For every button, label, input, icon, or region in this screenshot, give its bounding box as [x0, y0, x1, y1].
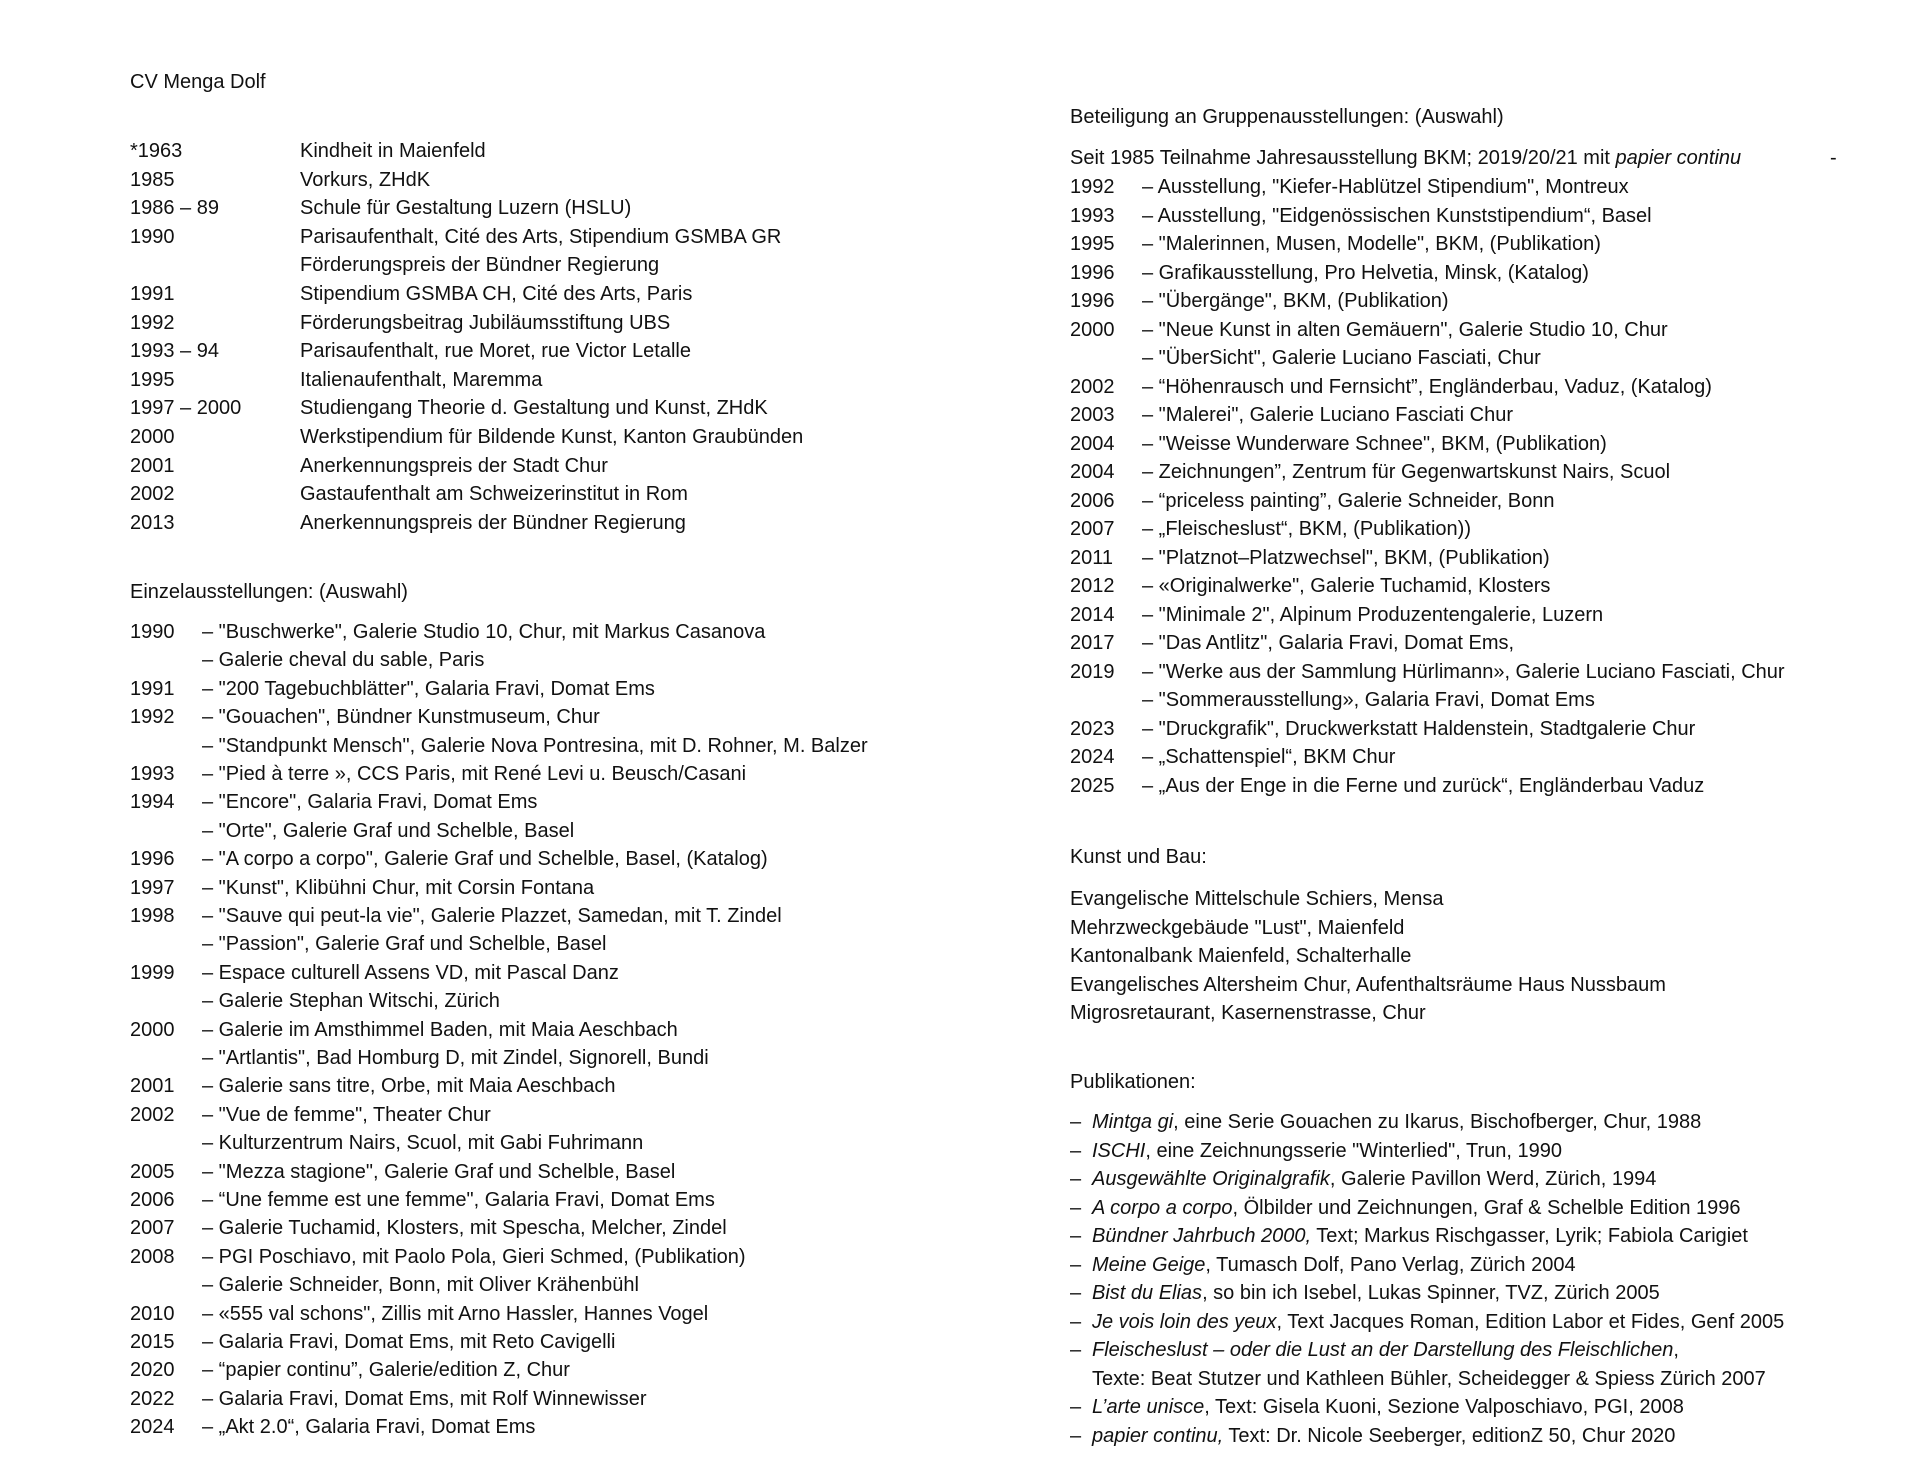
bio-year: 2001 — [130, 454, 175, 477]
solo-year: 1997 — [130, 876, 175, 899]
bio-year: 1985 — [130, 168, 175, 191]
publication-title: Ausgewählte Originalgrafik — [1092, 1168, 1330, 1190]
publication-title: Mintga gi — [1092, 1111, 1174, 1133]
solo-text: – Galerie sans titre, Orbe, mit Maia Aeschbach — [202, 1075, 616, 1098]
solo-text: – Galaria Fravi, Domat Ems, mit Reto Cavigelli — [202, 1331, 616, 1353]
list-item: Mehrzweckgebäude "Lust", Maienfeld — [1070, 916, 1405, 939]
publication-text — [1092, 1224, 1748, 1248]
group-year: 2007 — [1070, 518, 1115, 540]
solo-year: 2015 — [130, 1331, 175, 1353]
bio-year: 1990 — [130, 225, 175, 248]
list-item: Evangelische Mittelschule Schiers, Mensa — [1070, 888, 1444, 910]
group-text: – "Werke aus der Sammlung Hürlimann», Galerie Luciano Fasciati, Chur — [1142, 660, 1785, 683]
bio-year: 1997 – 2000 — [130, 397, 242, 420]
group-year: 1995 — [1070, 233, 1115, 255]
publication-details: Text: Dr. Nicole Seeberger, editionZ 50, Chur 2020 — [1223, 1424, 1676, 1447]
group-intro-end: - — [1830, 147, 1837, 169]
group-text: – “priceless painting”, Galerie Schneider, Bonn — [1142, 489, 1555, 512]
group-text: – „Aus der Enge in die Ferne und zurück“, Engländerbau Vaduz — [1142, 774, 1705, 797]
bio-text: Parisaufenthalt, rue Moret, rue Victor Letalle — [300, 340, 691, 363]
group-text: – „Schattenspiel“, BKM Chur — [1142, 746, 1396, 768]
publication-title: Bündner Jahrbuch 2000, — [1092, 1225, 1312, 1247]
bio-year: *1963 — [130, 140, 183, 162]
publication-details: , eine Serie Gouachen zu Ikarus, Bischofberger, Chur, 1988 — [1173, 1111, 1702, 1133]
solo-year: 1999 — [130, 961, 175, 984]
bio-text: Gastaufenthalt am Schweizerinstitut in Rom — [300, 483, 688, 506]
bio-text: Stipendium GSMBA CH, Cité des Arts, Paris — [300, 283, 693, 305]
solo-year: 2001 — [130, 1075, 175, 1098]
solo-text: – "Vue de femme", Theater Chur — [202, 1103, 491, 1126]
solo-year: 2010 — [130, 1302, 175, 1325]
solo-text: – "Standpunkt Mensch", Galerie Nova Pontresina, mit D. Rohner, M. Balzer — [202, 734, 868, 757]
group-text: – "Übergänge", BKM, (Publikation) — [1142, 290, 1449, 312]
publication-details: , — [1673, 1339, 1679, 1361]
list-item: Evangelisches Altersheim Chur, Aufenthaltsräume Haus Nussbaum — [1070, 973, 1666, 996]
group-year: 2017 — [1070, 632, 1115, 654]
solo-year: 2002 — [130, 1103, 175, 1126]
group-year: 1992 — [1070, 176, 1115, 198]
publication-dash: – — [1070, 1424, 1082, 1447]
group-year: 2014 — [1070, 603, 1115, 626]
solo-year: 2008 — [130, 1245, 175, 1268]
group-year: 2024 — [1070, 746, 1115, 768]
bio-text: Schule für Gestaltung Luzern (HSLU) — [300, 197, 632, 220]
publication-dash: – — [1070, 1111, 1082, 1133]
group-text: – Zeichnungen”, Zentrum für Gegenwartskunst Nairs, Scuol — [1142, 461, 1671, 483]
bio-text: Parisaufenthalt, Cité des Arts, Stipendium GSMBA GR — [300, 225, 782, 248]
group-text: – "Das Antlitz", Galaria Fravi, Domat Ems, — [1142, 632, 1515, 654]
solo-year: 2024 — [130, 1416, 175, 1439]
list-item: Kantonalbank Maienfeld, Schalterhalle — [1070, 945, 1412, 967]
publication-dash: – — [1070, 1339, 1082, 1361]
group-text: – Ausstellung, "Kiefer-Hablützel Stipendium", Montreux — [1142, 176, 1629, 198]
publication-text — [1092, 1110, 1701, 1134]
group-text: – "Platznot–Platzwechsel", BKM, (Publikation) — [1142, 546, 1550, 569]
group-intro — [1070, 146, 1850, 170]
solo-text: – “Une femme est une femme", Galaria Fravi, Domat Ems — [202, 1189, 715, 1211]
solo-text: – Galerie Tuchamid, Klosters, mit Spescha, Melcher, Zindel — [202, 1217, 727, 1240]
group-text: – "ÜberSicht", Galerie Luciano Fasciati, Chur — [1142, 347, 1541, 369]
solo-text: – Galerie Schneider, Bonn, mit Oliver Krähenbühl — [202, 1274, 639, 1297]
solo-text: – «555 val schons", Zillis mit Arno Hassler, Hannes Vogel — [202, 1302, 709, 1325]
solo-year: 2007 — [130, 1217, 175, 1240]
group-text: – "Weisse Wunderware Schnee", BKM, (Publikation) — [1142, 432, 1607, 455]
pub-heading: Publikationen: — [1070, 1071, 1196, 1093]
publication-title: L’arte unisce — [1092, 1396, 1205, 1418]
bio-text: Anerkennungspreis der Bündner Regierung — [300, 511, 686, 534]
bio-year: 1993 – 94 — [130, 340, 219, 363]
solo-year: 1992 — [130, 706, 175, 729]
publication-title: Bist du Elias — [1092, 1282, 1203, 1304]
publication-dash: – — [1070, 1310, 1082, 1333]
solo-year: 1996 — [130, 848, 175, 871]
solo-year: 1990 — [130, 621, 175, 643]
publication-title: papier continu, — [1092, 1424, 1224, 1447]
publication-dash: – — [1070, 1282, 1082, 1304]
publication-details: , eine Zeichnungsserie "Winterlied", Trun, 1990 — [1145, 1139, 1562, 1162]
group-text: – "Malerei", Galerie Luciano Fasciati Chur — [1142, 404, 1514, 426]
publication-text — [1092, 1139, 1562, 1163]
solo-year: 2022 — [130, 1387, 175, 1410]
solo-text: – “papier continu”, Galerie/edition Z, Chur — [202, 1359, 570, 1382]
group-year: 2004 — [1070, 432, 1115, 455]
group-year: 2011 — [1070, 546, 1114, 569]
group-text: – "Sommerausstellung», Galaria Fravi, Domat Ems — [1142, 689, 1595, 711]
bio-text: Förderungsbeitrag Jubiläumsstiftung UBS — [300, 311, 671, 334]
bio-year: 1992 — [130, 311, 175, 334]
solo-text: – "Sauve qui peut-la vie", Galerie Plazzet, Samedan, mit T. Zindel — [202, 905, 782, 927]
solo-text: – "Gouachen", Bündner Kunstmuseum, Chur — [202, 706, 600, 729]
bio-text: Anerkennungspreis der Stadt Chur — [300, 454, 608, 477]
solo-text: – "Orte", Galerie Graf und Schelble, Basel — [202, 819, 575, 842]
list-item: Migrosretaurant, Kasernenstrasse, Chur — [1070, 1002, 1426, 1024]
solo-text: – „Akt 2.0“, Galaria Fravi, Domat Ems — [202, 1416, 536, 1439]
publication-title: Meine Geige — [1092, 1253, 1206, 1276]
bio-year: 2002 — [130, 483, 175, 506]
publication-title: A corpo a corpo — [1092, 1196, 1233, 1219]
solo-text: – Galerie Stephan Witschi, Zürich — [202, 990, 500, 1013]
solo-year: 1994 — [130, 791, 175, 814]
solo-year: 2000 — [130, 1018, 175, 1041]
publication-text — [1092, 1167, 1656, 1191]
solo-text: – "Artlantis", Bad Homburg D, mit Zindel, Signorell, Bundi — [202, 1047, 709, 1069]
bio-year: 2000 — [130, 426, 175, 448]
publication-text — [1092, 1196, 1741, 1220]
bio-year: 1995 — [130, 368, 175, 391]
publication-details: Text; Markus Rischgasser, Lyrik; Fabiola Carigiet — [1311, 1225, 1748, 1247]
group-year: 2006 — [1070, 489, 1115, 512]
bio-year: 1986 – 89 — [130, 197, 219, 220]
publication-dash: – — [1070, 1168, 1082, 1190]
solo-year: 1993 — [130, 763, 175, 785]
publication-details: Texte: Beat Stutzer und Kathleen Bühler, Scheidegger & Spiess Zürich 2007 — [1092, 1367, 1766, 1390]
group-intro-italic: papier continu — [1615, 147, 1742, 169]
publication-title: ISCHI — [1092, 1139, 1146, 1162]
publication-text — [1092, 1281, 1660, 1305]
group-intro-text: Seit 1985 Teilnahme Jahresausstellung BKM; 2019/20/21 mit — [1070, 147, 1616, 169]
group-year: 1996 — [1070, 261, 1115, 284]
bio-year: 1991 — [130, 283, 175, 305]
group-year: 1996 — [1070, 290, 1115, 312]
group-year: 2012 — [1070, 575, 1115, 597]
publication-dash: – — [1070, 1396, 1082, 1418]
solo-text: – "Passion", Galerie Graf und Schelble, Basel — [202, 933, 607, 956]
publication-details: , Text: Gisela Kuoni, Sezione Valposchiavo, PGI, 2008 — [1204, 1396, 1684, 1418]
group-text: – "Minimale 2", Alpinum Produzentengalerie, Luzern — [1142, 603, 1604, 626]
solo-text: – Galerie cheval du sable, Paris — [202, 649, 485, 672]
solo-year: 2005 — [130, 1160, 175, 1183]
publication-details: , Tumasch Dolf, Pano Verlag, Zürich 2004 — [1205, 1253, 1576, 1276]
publication-text — [1092, 1338, 1679, 1362]
bio-text: Vorkurs, ZHdK — [300, 168, 431, 191]
solo-text: – "Mezza stagione", Galerie Graf und Schelble, Basel — [202, 1160, 676, 1183]
bio-year: 2013 — [130, 511, 175, 534]
group-text: – “Höhenrausch und Fernsicht”, Engländerbau, Vaduz, (Katalog) — [1142, 375, 1712, 398]
bio-text: Werkstipendium für Bildende Kunst, Kanton Graubünden — [300, 426, 804, 448]
solo-text: – Espace culturell Assens VD, mit Pascal Danz — [202, 961, 619, 984]
group-text: – Grafikausstellung, Pro Helvetia, Minsk, (Katalog) — [1142, 261, 1589, 284]
solo-text: – "Encore", Galaria Fravi, Domat Ems — [202, 791, 538, 814]
publication-details: , Galerie Pavillon Werd, Zürich, 1994 — [1329, 1168, 1657, 1190]
solo-year: 2020 — [130, 1359, 175, 1382]
group-year: 2003 — [1070, 404, 1115, 426]
group-year: 2000 — [1070, 318, 1115, 341]
publication-text — [1092, 1367, 1766, 1391]
group-text: – «Originalwerke", Galerie Tuchamid, Klosters — [1142, 575, 1551, 597]
bio-text: Italienaufenthalt, Maremma — [300, 368, 543, 391]
group-text: – "Neue Kunst in alten Gemäuern", Galerie Studio 10, Chur — [1142, 318, 1668, 341]
bio-text: Förderungspreis der Bündner Regierung — [300, 254, 660, 277]
solo-text: – Galerie im Amsthimmel Baden, mit Maia Aeschbach — [202, 1018, 678, 1041]
group-year: 2004 — [1070, 461, 1115, 483]
publication-title: Fleischeslust – oder die Lust an der Darstellung des Fleischlichen — [1092, 1339, 1674, 1361]
kunst-heading: Kunst und Bau: — [1070, 846, 1207, 868]
publication-text — [1092, 1395, 1684, 1419]
publication-details: , Ölbilder und Zeichnungen, Graf & Schelble Edition 1996 — [1232, 1196, 1741, 1219]
solo-text: – "200 Tagebuchblätter", Galaria Fravi, Domat Ems — [202, 677, 655, 700]
publication-details: , Text Jacques Roman, Edition Labor et Fides, Genf 2005 — [1276, 1310, 1785, 1333]
solo-year: 1991 — [130, 677, 175, 700]
publication-dash: – — [1070, 1225, 1082, 1247]
publication-dash: – — [1070, 1253, 1082, 1276]
group-text: – „Fleischeslust“, BKM, (Publikation)) — [1142, 518, 1471, 540]
solo-text: – "A corpo a corpo", Galerie Graf und Schelble, Basel, (Katalog) — [202, 848, 768, 871]
solo-year: 1998 — [130, 905, 175, 927]
solo-heading: Einzelausstellungen: (Auswahl) — [130, 581, 408, 603]
publication-text — [1092, 1310, 1784, 1334]
solo-year: 2006 — [130, 1189, 175, 1211]
publication-text — [1092, 1253, 1576, 1277]
group-text: – "Druckgrafik", Druckwerkstatt Haldenstein, Stadtgalerie Chur — [1142, 717, 1696, 740]
solo-text: – Galaria Fravi, Domat Ems, mit Rolf Winnewisser — [202, 1387, 647, 1410]
publication-details: , so bin ich Isebel, Lukas Spinner, TVZ, Zürich 2005 — [1202, 1282, 1660, 1304]
bio-text: Studiengang Theorie d. Gestaltung und Kunst, ZHdK — [300, 397, 768, 420]
group-year: 1993 — [1070, 204, 1115, 227]
solo-text: – "Buschwerke", Galerie Studio 10, Chur, mit Markus Casanova — [202, 621, 766, 643]
publication-title: Je vois loin des yeux — [1092, 1310, 1277, 1333]
solo-text: – "Pied à terre », CCS Paris, mit René Levi u. Beusch/Casani — [202, 763, 747, 785]
group-heading: Beteiligung an Gruppenausstellungen: (Auswahl) — [1070, 106, 1504, 128]
publication-text — [1092, 1424, 1675, 1448]
group-year: 2019 — [1070, 660, 1115, 683]
bio-text: Kindheit in Maienfeld — [300, 140, 486, 162]
group-year: 2025 — [1070, 774, 1115, 797]
publication-dash: – — [1070, 1196, 1082, 1219]
solo-text: – "Kunst", Klibühni Chur, mit Corsin Fontana — [202, 876, 595, 899]
group-text: – Ausstellung, "Eidgenössischen Kunststipendium“, Basel — [1142, 204, 1652, 227]
solo-text: – PGI Poschiavo, mit Paolo Pola, Gieri Schmed, (Publikation) — [202, 1245, 746, 1268]
page-title: CV Menga Dolf — [130, 71, 266, 93]
publication-dash: – — [1070, 1139, 1082, 1162]
solo-text: – Kulturzentrum Nairs, Scuol, mit Gabi Fuhrimann — [202, 1132, 644, 1155]
group-text: – "Malerinnen, Musen, Modelle", BKM, (Publikation) — [1142, 233, 1601, 255]
group-year: 2023 — [1070, 717, 1115, 740]
group-year: 2002 — [1070, 375, 1115, 398]
